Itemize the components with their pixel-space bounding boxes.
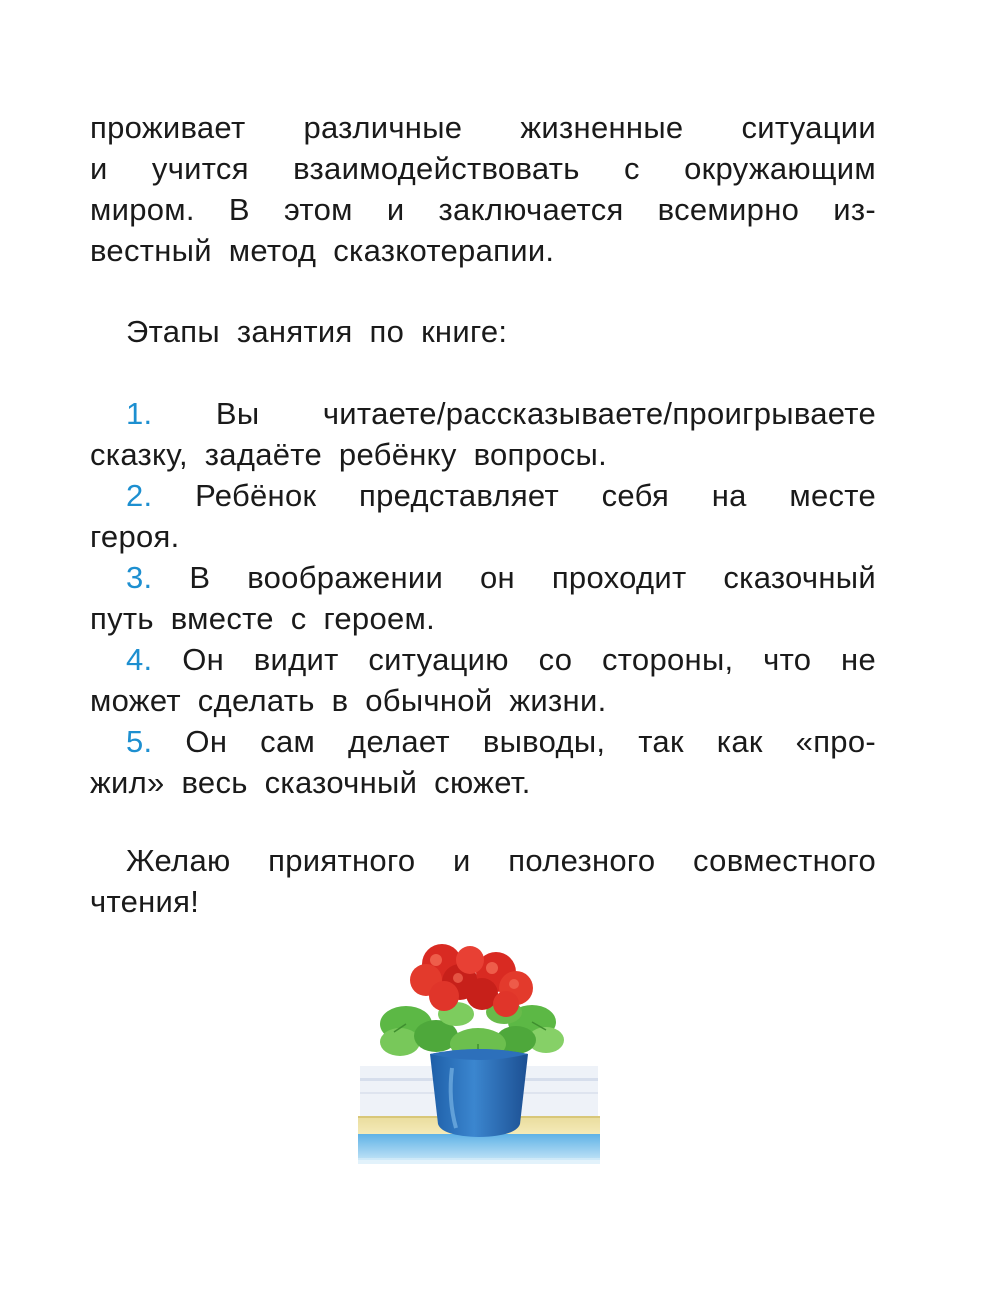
- shelf-base: [358, 1134, 600, 1164]
- step-number: 2.: [126, 478, 153, 513]
- text-line: вестный метод сказкотерапии.: [90, 233, 555, 268]
- step-text: жил» весь сказочный сюжет.: [90, 765, 531, 800]
- step-text: может сделать в обычной жизни.: [90, 683, 607, 718]
- step-text: Он видит ситуацию со стороны, что не: [182, 642, 877, 677]
- text-line: и учится взаимодействовать с окружающим: [90, 151, 876, 186]
- text-line: миром. В этом и заключается всемирно из-: [90, 192, 876, 227]
- step-text: В воображении он проходит сказочный: [189, 560, 876, 595]
- steps-list: [90, 393, 876, 803]
- step-text: героя.: [90, 519, 180, 554]
- flower-pot: [430, 1049, 528, 1137]
- step-number: 1.: [126, 396, 153, 431]
- stages-heading-text: Этапы занятия по книге:: [126, 314, 508, 349]
- step-text: Вы читаете/рассказываете/проигрываете: [215, 396, 876, 431]
- step-text: сказку, задаёте ребёнку вопросы.: [90, 437, 608, 472]
- intro-paragraph: [90, 107, 876, 271]
- text-line: Желаю приятного и полезного совместного: [126, 843, 876, 878]
- stages-heading: [90, 311, 876, 352]
- step-number: 4.: [126, 642, 153, 677]
- flower-pot-illustration: [356, 932, 602, 1170]
- text-line: проживает различные жизненные ситуации: [90, 110, 876, 145]
- list-item: [90, 557, 876, 639]
- list-item: [90, 639, 876, 721]
- closing-paragraph: [90, 840, 876, 922]
- list-item: [90, 393, 876, 475]
- step-number: 5.: [126, 724, 153, 759]
- list-item: [90, 721, 876, 803]
- step-text: Ребёнок представляет себя на месте: [195, 478, 876, 513]
- flowers: [410, 944, 533, 1017]
- step-text: Он сам делает выводы, так как «про-: [185, 724, 876, 759]
- step-text: путь вместе с героем.: [90, 601, 436, 636]
- step-number: 3.: [126, 560, 153, 595]
- text-line: чтения!: [90, 884, 200, 919]
- list-item: [90, 475, 876, 557]
